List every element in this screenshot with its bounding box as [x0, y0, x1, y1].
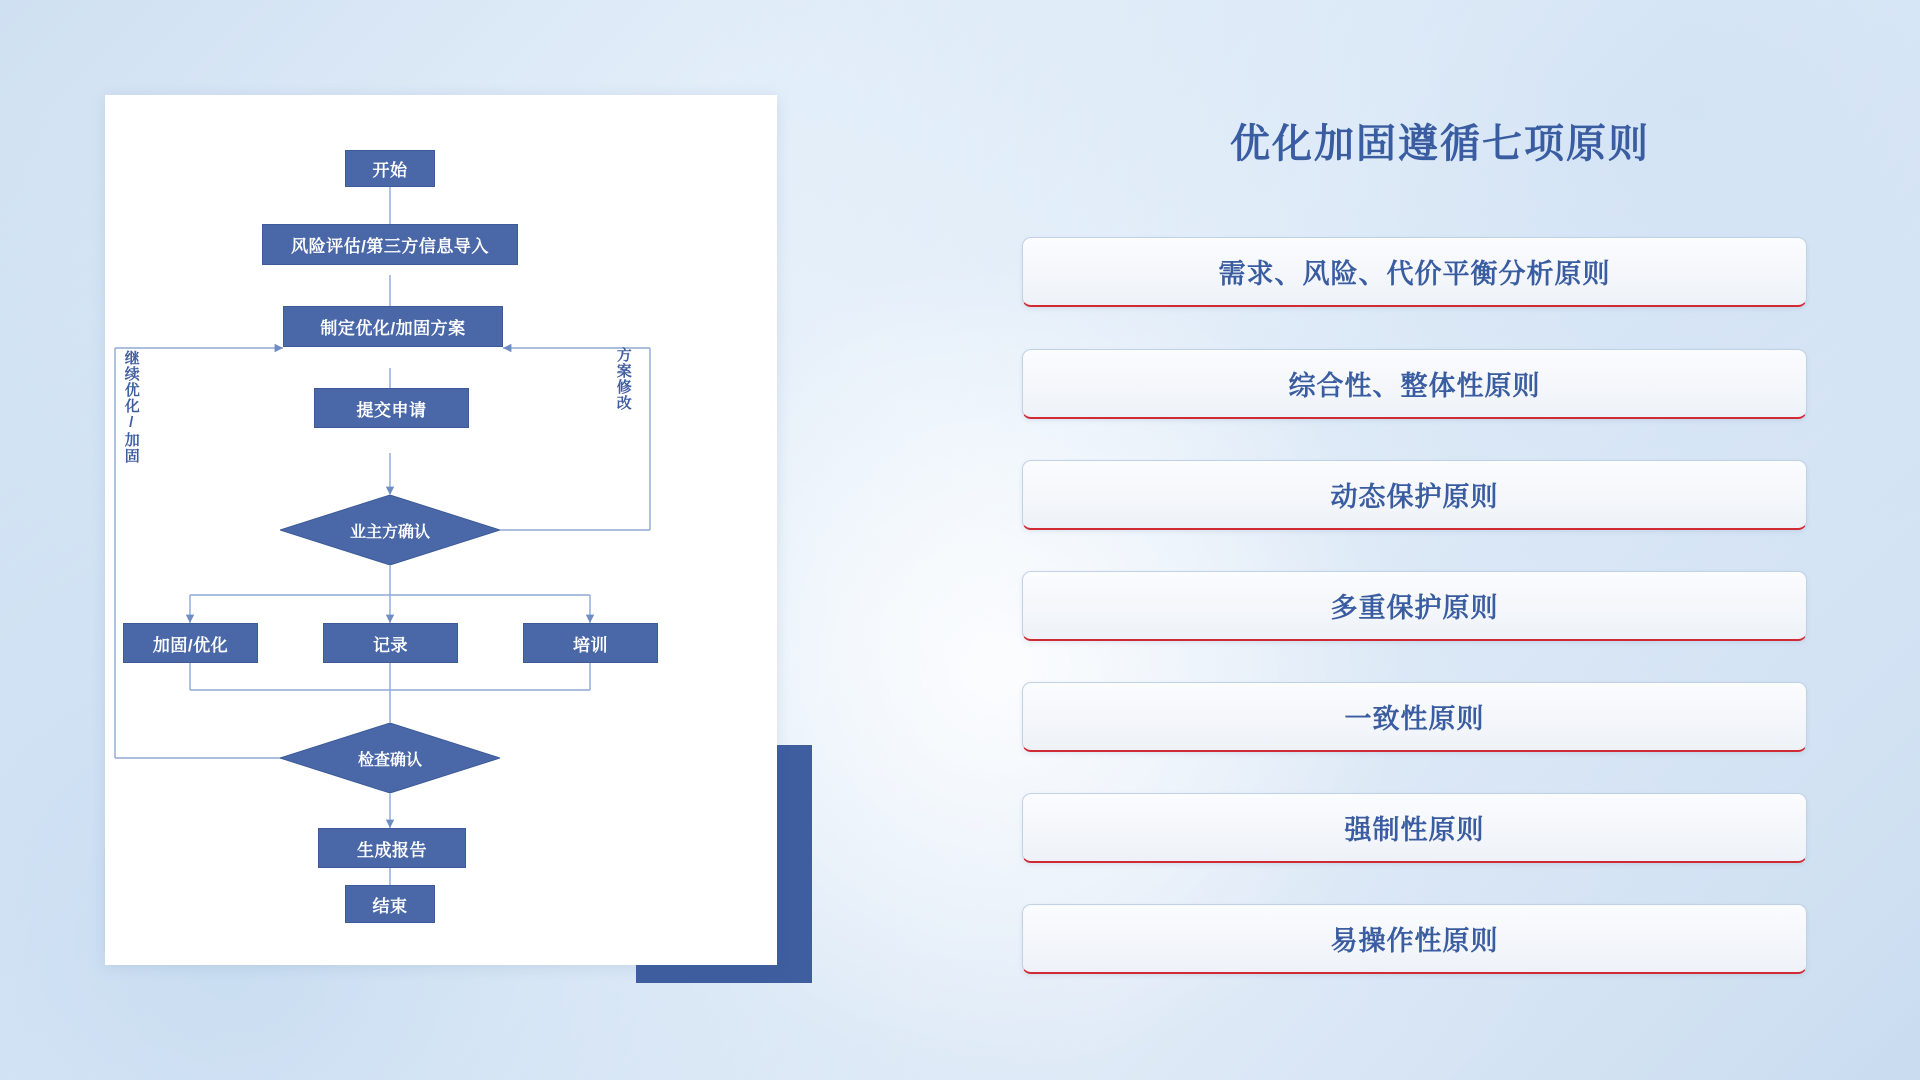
- flow-node-label: 开始: [372, 161, 408, 180]
- flow-node-risk-assessment[interactable]: [262, 224, 518, 265]
- principle-label: 综合性、整体性原则: [1288, 371, 1541, 401]
- flow-node-generate-report[interactable]: [318, 828, 466, 868]
- flow-node-label: 记录: [373, 635, 408, 655]
- principle-item-5[interactable]: [1022, 682, 1807, 752]
- flow-node-label: 检查确认: [357, 751, 422, 769]
- flow-node-plan[interactable]: [283, 306, 503, 347]
- flow-node-check-confirm[interactable]: [280, 723, 500, 793]
- principle-item-1[interactable]: [1022, 237, 1807, 307]
- flow-node-end[interactable]: [345, 885, 435, 923]
- flow-node-label: 业主方确认: [349, 523, 430, 541]
- flowchart-card: [105, 95, 777, 965]
- flow-node-label: 提交申请: [356, 400, 427, 420]
- flow-node-reinforce[interactable]: [123, 623, 258, 663]
- flow-node-label: 结束: [372, 896, 408, 916]
- principle-label: 一致性原则: [1344, 704, 1485, 734]
- page-title: 优化加固遵循七项原则: [1230, 122, 1650, 166]
- flowchart-canvas: [105, 95, 777, 965]
- principle-label: 易操作性原则: [1330, 926, 1499, 956]
- flow-node-label: 加固/优化: [152, 635, 229, 655]
- flow-node-record[interactable]: [323, 623, 458, 663]
- principle-item-3[interactable]: [1022, 460, 1807, 530]
- principle-item-7[interactable]: [1022, 904, 1807, 974]
- flow-node-start[interactable]: [345, 150, 435, 187]
- flow-node-submit-application[interactable]: [314, 388, 469, 428]
- principle-label: 动态保护原则: [1330, 482, 1499, 512]
- principle-item-2[interactable]: [1022, 349, 1807, 419]
- principle-label: 强制性原则: [1344, 815, 1485, 845]
- flow-node-training[interactable]: [523, 623, 658, 663]
- flow-edge-label-right-loop: 方案修改: [614, 347, 632, 411]
- principle-item-4[interactable]: [1022, 571, 1807, 641]
- flow-node-label: 生成报告: [357, 840, 427, 860]
- principle-label: 需求、风险、代价平衡分析原则: [1218, 259, 1611, 289]
- flow-node-label: 风险评估/第三方信息导入: [291, 237, 489, 256]
- flow-node-label: 培训: [573, 635, 608, 655]
- flow-node-label: 制定优化/加固方案: [320, 319, 466, 338]
- flow-node-owner-confirm[interactable]: [280, 495, 500, 565]
- principle-label: 多重保护原则: [1330, 593, 1499, 623]
- flow-edge-label-left-loop: 继续优化/加固: [122, 350, 140, 464]
- principle-item-6[interactable]: [1022, 793, 1807, 863]
